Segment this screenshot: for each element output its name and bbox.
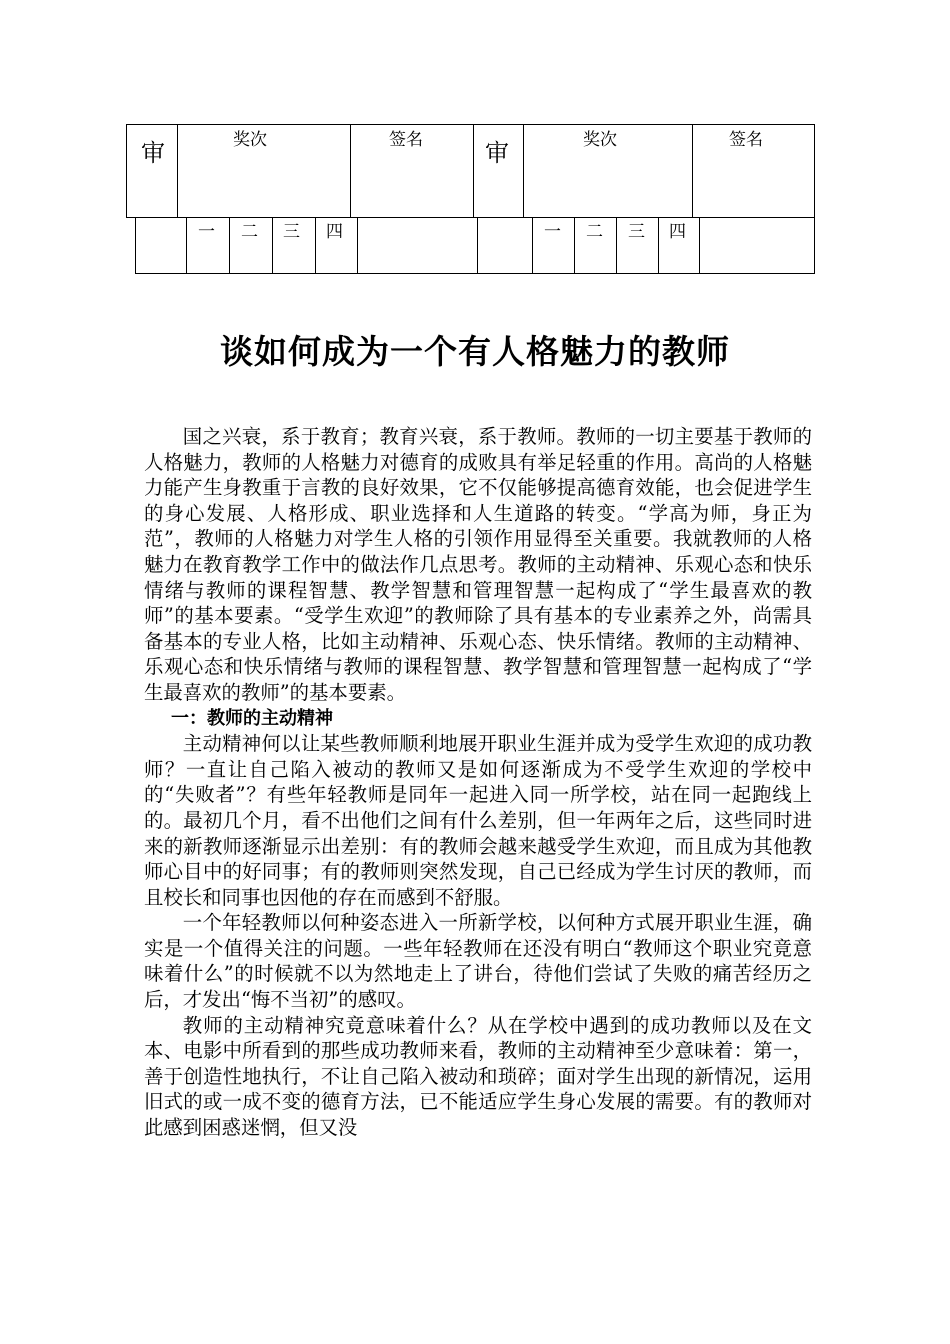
grade-second-left: 二 — [241, 222, 258, 242]
award-rank-header-right: 奖次 — [583, 130, 617, 150]
paragraph: 教师的主动精神究竟意味着什么？从在学校中遇到的成功教师以及在文本、电影中所看到的那些成功教师来看，教师的主动精神至少意味着：第一，善于创造性地执行，不让自己陷入被动和琐碎；面对学生出现的新情况，运用旧式的或一成不变的德育方法，已不能适应学生身心发展的需要。有的教师对此感到困惑迷惘，但又没 — [144, 1013, 812, 1140]
section-heading: 一：教师的主动精神 — [171, 707, 333, 729]
grade-fourth-left: 四 — [326, 222, 343, 242]
signature-header-left: 签名 — [389, 130, 423, 150]
paragraph: 一个年轻教师以何种姿态进入一所新学校，以何种方式展开职业生涯，确实是一个值得关注的问题。一些年轻教师在还没有明白“教师这个职业究竟意味着什么”的时候就不以为然地走上了讲台，待他们尝试了失败的痛苦经历之后，才发出“悔不当初”的感叹。 — [144, 911, 812, 1012]
grade-first-left: 一 — [198, 222, 215, 242]
signature-header-right: 签名 — [729, 130, 763, 150]
review-label-left: 审 — [141, 139, 165, 167]
award-rank-header-left: 奖次 — [233, 130, 267, 150]
grade-third-right: 三 — [628, 222, 645, 242]
grade-first-right: 一 — [544, 222, 561, 242]
grade-second-right: 二 — [586, 222, 603, 242]
grade-third-left: 三 — [283, 222, 300, 242]
grade-fourth-right: 四 — [669, 222, 686, 242]
review-label-right: 审 — [485, 139, 509, 167]
intro-paragraph: 国之兴衰，系于教育；教育兴衰，系于教师。教师的一切主要基于教师的人格魅力，教师的人格魅力对德育的成败具有举足轻重的作用。高尚的人格魅力能产生身教重于言教的良好效果，它不仅能够提高德育效能，也会促进学生的身心发展、人格形成、职业选择和人生道路的转变。“学高为师，身正为范”，教师的人格魅力对学生人格的引领作用显得至关重要。我就教师的人格魅力在教育教学工作中的做法作几点思考。教师的主动精神、乐观心态和快乐情绪与教师的课程智慧、教学智慧和管理智慧一起构成了“学生最喜欢的教师”的基本要素。“受学生欢迎”的教师除了具有基本的专业素养之外，尚需具备基本的专业人格，比如主动精神、乐观心态、快乐情绪。教师的主动精神、乐观心态和快乐情绪与教师的课程智慧、教学智慧和管理智慧一起构成了“学生最喜欢的教师”的基本要素。 — [144, 425, 812, 704]
review-table-header — [126, 124, 815, 218]
review-table-grades — [135, 218, 815, 274]
paragraph: 主动精神何以让某些教师顺利地展开职业生涯并成为受学生欢迎的成功教师？一直让自己陷入被动的教师又是如何逐渐成为不受学生欢迎的学校中的“失败者”？有些年轻教师是同年一起进入同一所学校，站在同一起跑线上的。最初几个月，看不出他们之间有什么差别，但一年两年之后，这些同时进来的新教师逐渐显示出差别：有的教师会越来越受学生欢迎，而且成为其他教师心目中的好同事；有的教师则突然发现，自己已经成为学生讨厌的教师，而且校长和同事也因他的存在而感到不舒服。 — [144, 732, 812, 909]
document-title: 谈如何成为一个有人格魅力的教师 — [220, 332, 730, 371]
body-text — [144, 424, 812, 1141]
